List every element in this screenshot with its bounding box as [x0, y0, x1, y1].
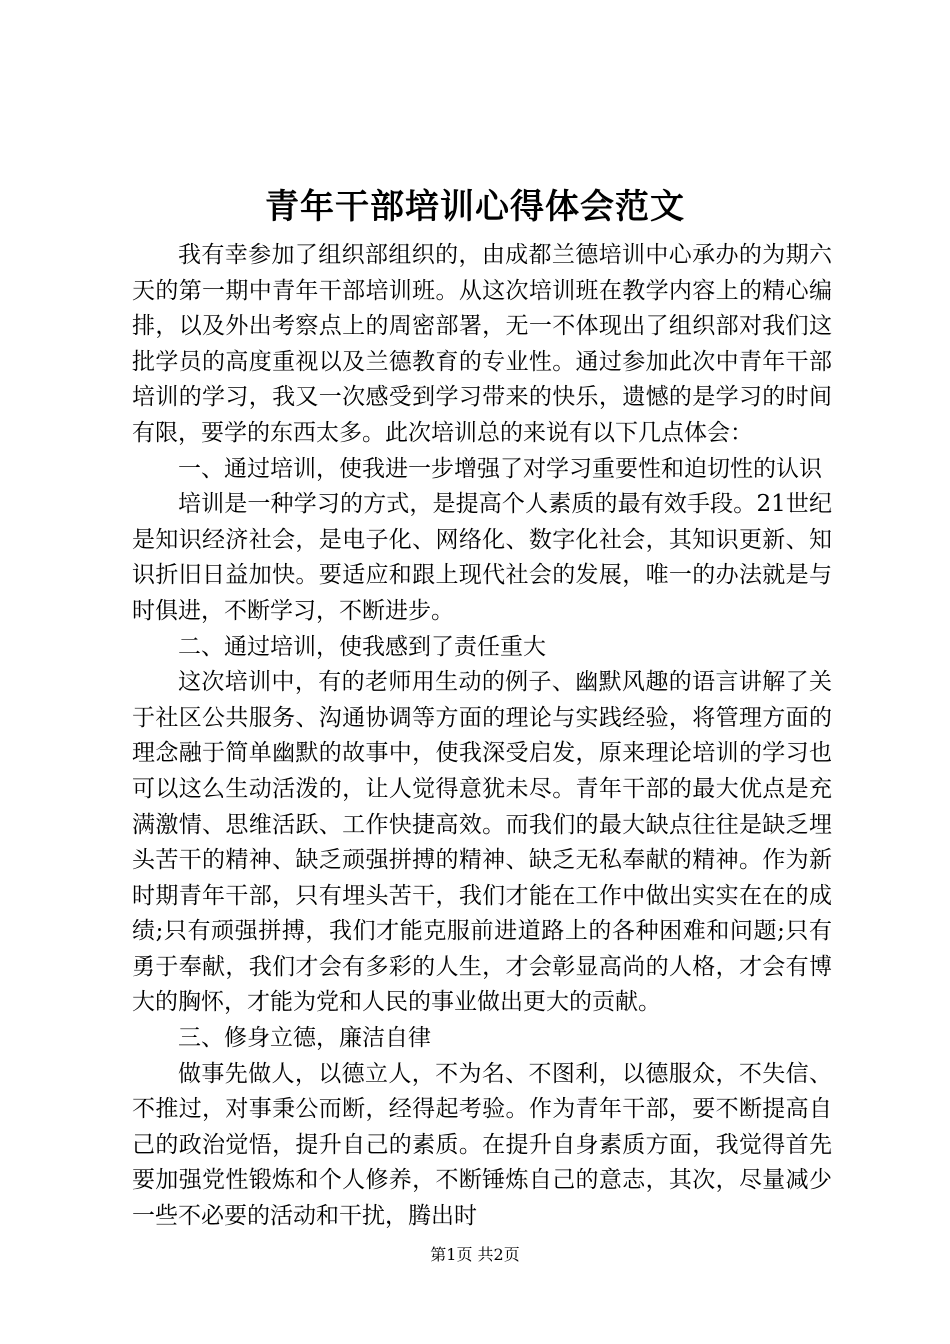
paragraph-section-1: 培训是一种学习的方式，是提高个人素质的最有效手段。21世纪是知识经济社会，是电子化、网络化、数字化社会，其知识更新、知识折旧日益加快。要适应和跟上现代社会的发展，唯一的办法就是与时俱进，不断学习，不断进步。 [132, 491, 832, 624]
document-body [132, 238, 832, 1235]
paragraph-section-2: 这次培训中，有的老师用生动的例子、幽默风趣的语言讲解了关于社区公共服务、沟通协调等方面的理论与实践经验，将管理方面的理念融于简单幽默的故事中，使我深受启发，原来理论培训的学习也可以这么生动活泼的，让人觉得意犹未尽。青年干部的最大优点是充满激情、思维活跃、工作快捷高效。而我们的最大缺点往往是缺乏埋头苦干的精神、缺乏顽强拼搏的精神、缺乏无私奉献的精神。作为新时期青年干部，只有埋头苦干，我们才能在工作中做出实实在在的成绩;只有顽强拼搏，我们才能克服前进道路上的各种困难和问题;只有勇于奉献，我们才会有多彩的人生，才会彰显高尚的人格，才会有博大的胸怀，才能为党和人民的事业做出更大的贡献。 [132, 669, 832, 1016]
section-heading-2: 二、通过培训，使我感到了责任重大 [178, 633, 546, 660]
page-footer: 第1页 共2页 [430, 1245, 520, 1264]
document-title: 青年干部培训心得体会范文 [265, 187, 685, 227]
paragraph-intro: 我有幸参加了组织部组织的，由成都兰德培训中心承办的为期六天的第一期中青年干部培训班。从这次培训班在教学内容上的精心编排，以及外出考察点上的周密部署，无一不体现出了组织部对我们这批学员的高度重视以及兰德教育的专业性。通过参加此次中青年干部培训的学习，我又一次感受到学习带来的快乐，遗憾的是学习的时间有限，要学的东西太多。此次培训总的来说有以下几点体会： [132, 242, 832, 446]
section-heading-1: 一、通过培训，使我进一步增强了对学习重要性和迫切性的认识 [178, 455, 822, 482]
section-heading-3: 三、修身立德，廉洁自律 [178, 1025, 431, 1052]
paragraph-section-3: 做事先做人，以德立人，不为名、不图利，以德服众，不失信、不推过，对事秉公而断，经得起考验。作为青年干部，要不断提高自己的政治觉悟，提升自己的素质。在提升自身素质方面，我觉得首先要加强党性锻炼和个人修养，不断锤炼自己的意志，其次，尽量减少一些不必要的活动和干扰，腾出时 [132, 1060, 832, 1230]
